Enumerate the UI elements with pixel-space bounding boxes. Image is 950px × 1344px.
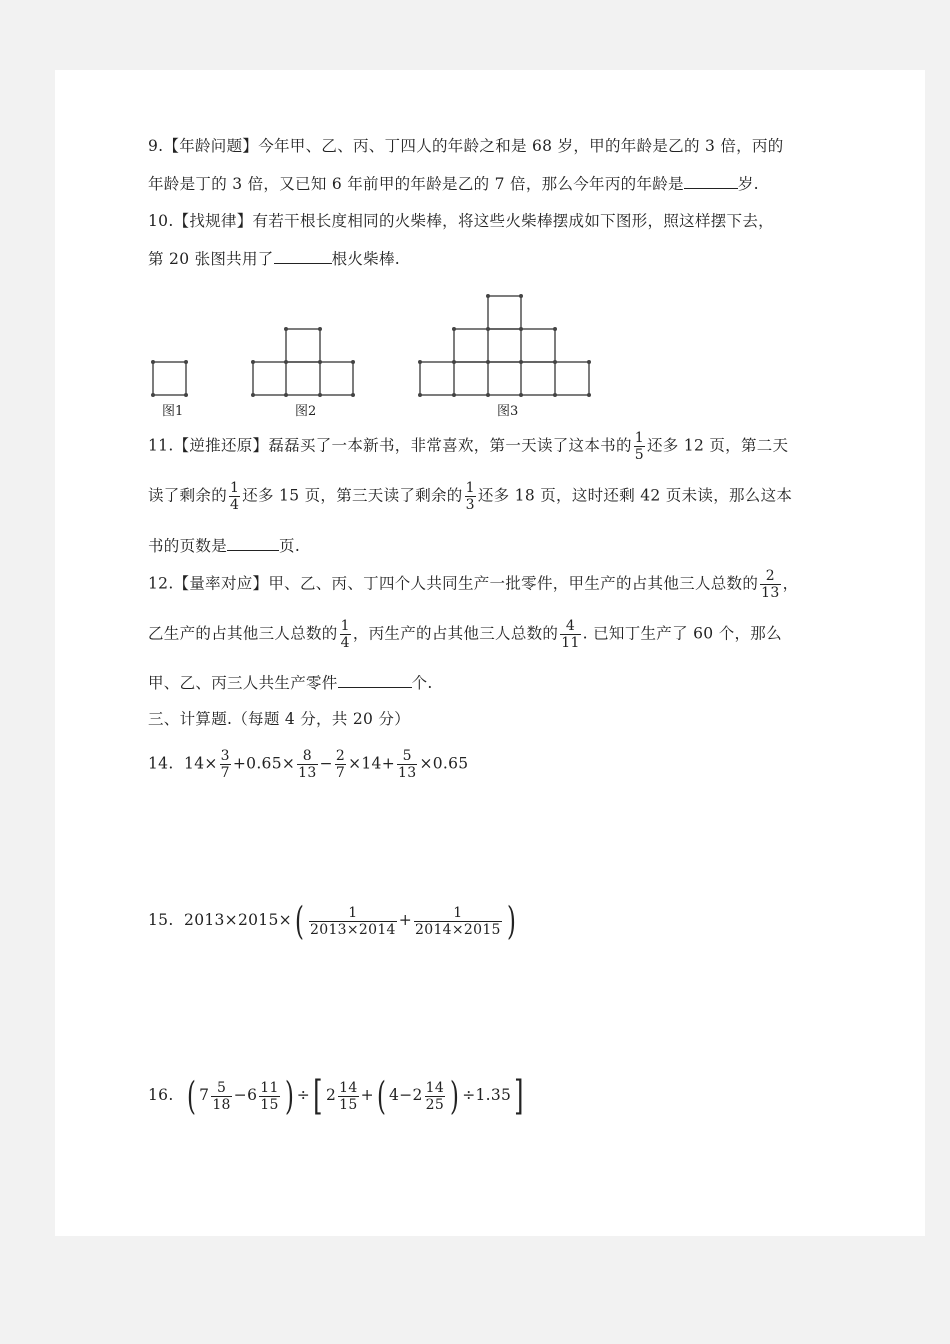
q12-text-d: . 已知丁生产了 60 个，那么 bbox=[582, 624, 782, 643]
q12-text-c: ，丙生产的占其他三人总数的 bbox=[352, 624, 559, 643]
q14-expression: 14. 14× $\frac{3}{7}$ +0.65× $\frac{8}{13}$ − $\frac{2}{7}$ ×14+ $\frac{5}{13}$ ×0.65 bbox=[148, 748, 469, 781]
q12-text-e: 甲、乙、丙三人共生产零件 bbox=[148, 674, 338, 692]
q12-comma: ， bbox=[782, 574, 799, 593]
q11-answer-blank[interactable] bbox=[227, 534, 279, 551]
q10-line1: 10.【找规律】有若干根长度相同的火柴棒，将这些火柴棒摆成如下图形，照这样摆下去， bbox=[148, 212, 774, 230]
matchstick-figures bbox=[145, 285, 605, 425]
q11-text-e: 还多 18 页，这时还剩 42 页未读，那么这本 bbox=[477, 486, 793, 505]
fig1-label: 图1 bbox=[162, 404, 184, 419]
q10-answer-blank[interactable] bbox=[274, 247, 332, 264]
q14-fraction-1: $\frac{3}{7}$ bbox=[220, 748, 230, 781]
q12-text-a: 12.【量率对应】甲、乙、丙、丁四个人共同生产一批零件，甲生产的占其他三人总数的 bbox=[148, 574, 759, 593]
q9-line2 bbox=[148, 172, 759, 195]
q12-unit: 个. bbox=[411, 674, 433, 692]
q15-fraction-1: $\frac{1}{2013\times 2014}$ bbox=[310, 904, 396, 938]
q16-fraction-1: $\frac{5}{18}$ bbox=[212, 1079, 231, 1113]
q10-line2-text: 第 20 张图共用了 bbox=[148, 250, 274, 268]
q16-fraction-3: $\frac{14}{15}$ bbox=[339, 1079, 358, 1113]
q16-fraction-2: $\frac{11}{15}$ bbox=[260, 1079, 279, 1113]
q11-fraction-3: $\frac{1}{3}$ bbox=[465, 480, 475, 513]
q11-text-c: 读了剩余的 bbox=[148, 486, 228, 505]
section-3-heading: 三、计算题.（每题 4 分，共 20 分） bbox=[148, 710, 411, 728]
q12-fraction-3: $\frac{4}{11}$ bbox=[561, 618, 580, 651]
q14-fraction-4: $\frac{5}{13}$ bbox=[398, 748, 417, 781]
fig2-label: 图2 bbox=[295, 404, 317, 419]
q11-text-f: 书的页数是 bbox=[148, 537, 228, 555]
q12-text-b: 乙生产的占其他三人总数的 bbox=[148, 624, 338, 643]
q9-unit: 岁. bbox=[737, 175, 759, 193]
q16-expression: 16. ( 7 $\frac{5}{18}$ −6 $\frac{11}{15}$ ) ÷[ 2 $\frac{14}{15}$ +( 4−2 $\frac{14}{25}$ ) ÷1.35] bbox=[148, 1073, 524, 1119]
q10-line2 bbox=[148, 247, 400, 270]
q12-line1 bbox=[148, 568, 798, 601]
q11-text-d: 还多 15 页，第三天读了剩余的 bbox=[242, 486, 463, 505]
q11-fraction-2: $\frac{1}{4}$ bbox=[230, 480, 240, 513]
q12-line2 bbox=[148, 618, 782, 651]
q12-fraction-2: $\frac{1}{4}$ bbox=[340, 618, 350, 651]
q11-text-a: 11.【逆推还原】磊磊买了一本新书，非常喜欢，第一天读了这本书的 bbox=[148, 436, 632, 455]
q12-answer-blank[interactable] bbox=[338, 671, 412, 688]
q12-fraction-1: $\frac{2}{13}$ bbox=[761, 568, 780, 601]
q9-line1: 9.【年龄问题】今年甲、乙、丙、丁四人的年龄之和是 68 岁，甲的年龄是乙的 3 倍，丙的 bbox=[148, 137, 784, 155]
q11-line1 bbox=[148, 430, 788, 463]
q11-line2 bbox=[148, 480, 792, 513]
q15-number: 15. bbox=[148, 911, 174, 929]
worksheet-page bbox=[55, 70, 925, 1236]
q16-number: 16. bbox=[148, 1086, 174, 1104]
q11-fraction-1: $\frac{1}{5}$ bbox=[634, 430, 644, 463]
q11-line3 bbox=[148, 534, 300, 557]
q14-fraction-3: $\frac{2}{7}$ bbox=[335, 748, 346, 781]
q15-expression: 15. 2013×2015×( $\frac{1}{2013\times 2014}$ + $\frac{1}{2014\times 2015}$ ) bbox=[148, 899, 516, 943]
q12-line3 bbox=[148, 671, 433, 694]
q11-unit: 页. bbox=[279, 537, 301, 555]
q10-unit: 根火柴棒. bbox=[331, 250, 401, 268]
fig3-label: 图3 bbox=[497, 404, 519, 419]
q11-text-b: 还多 12 页，第二天 bbox=[646, 436, 789, 455]
q9-line2-text: 年龄是丁的 3 倍，又已知 6 年前甲的年龄是乙的 7 倍，那么今年丙的年龄是 bbox=[148, 175, 684, 193]
q15-fraction-2: $\frac{1}{2014\times 2015}$ bbox=[415, 904, 501, 938]
q14-fraction-2: $\frac{8}{13}$ bbox=[298, 748, 317, 781]
q9-answer-blank[interactable] bbox=[684, 172, 738, 189]
q16-fraction-4: $\frac{14}{25}$ bbox=[425, 1079, 445, 1113]
q14-number: 14. bbox=[148, 754, 174, 773]
